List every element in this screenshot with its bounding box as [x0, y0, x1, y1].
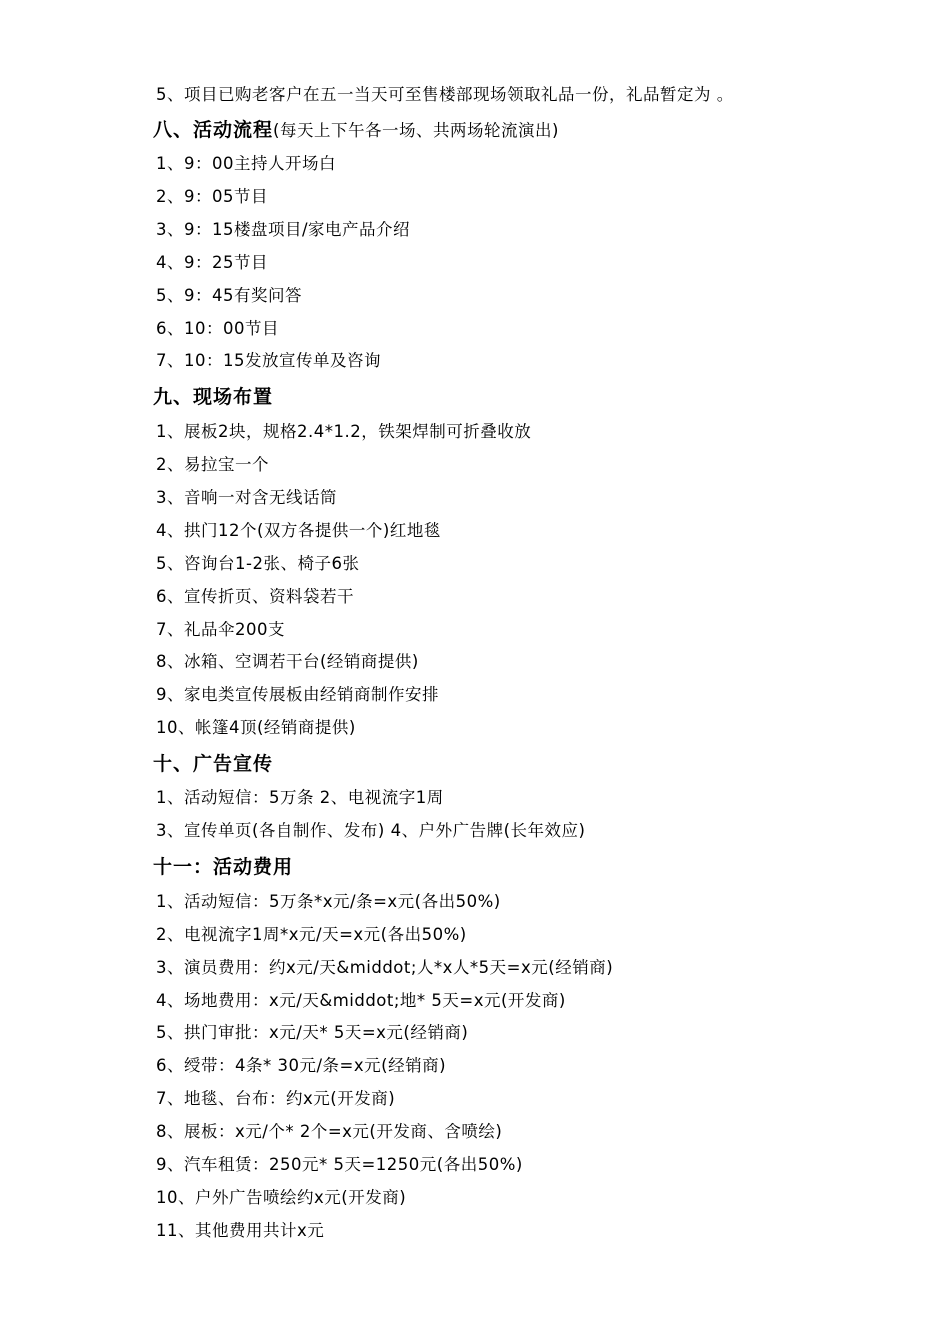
list-item: 10、帐篷4顶(经销商提供) — [156, 718, 356, 737]
section-title: 八、活动流程 — [153, 119, 274, 141]
list-item: 9、家电类宣传展板由经销商制作安排 — [156, 685, 439, 704]
list-item: 2、易拉宝一个 — [156, 455, 269, 474]
list-item: 7、地毯、台布：约x元(开发商) — [156, 1089, 396, 1108]
list-item: 4、拱门12个(双方各提供一个)红地毯 — [156, 521, 441, 540]
list-item: 1、展板2块，规格2.4*1.2，铁架焊制可折叠收放 — [156, 422, 532, 441]
list-item: 6、绶带：4条* 30元/条=x元(经销商) — [156, 1056, 447, 1075]
section-subtitle: (每天上下午各一场、共两场轮流演出) — [273, 121, 559, 140]
intro-line: 5、项目已购老客户在五一当天可至售楼部现场领取礼品一份，礼品暂定为 。 — [156, 85, 734, 104]
list-item: 3、音响一对含无线话筒 — [156, 488, 337, 507]
list-item: 6、宣传折页、资料袋若干 — [156, 587, 354, 606]
list-item: 1、活动短信：5万条 2、电视流字1周 — [156, 788, 444, 807]
section-heading-ads: 十、广告宣传 — [153, 753, 274, 775]
list-item: 1、活动短信：5万条*x元/条=x元(各出50%) — [156, 892, 501, 911]
list-item: 8、展板：x元/个* 2个=x元(开发商、含喷绘) — [156, 1122, 503, 1141]
section-heading-layout: 九、现场布置 — [153, 386, 274, 408]
list-item: 6、10：00节目 — [156, 319, 279, 338]
list-item: 11、其他费用共计x元 — [156, 1221, 325, 1240]
list-item: 7、礼品伞200支 — [156, 620, 285, 639]
list-item: 10、户外广告喷绘约x元(开发商) — [156, 1188, 407, 1207]
list-item: 4、场地费用：x元/天&middot;地* 5天=x元(开发商) — [156, 991, 566, 1010]
list-item: 4、9：25节目 — [156, 253, 268, 272]
section-heading-flow — [153, 118, 559, 143]
list-item: 2、9：05节目 — [156, 187, 268, 206]
list-item: 1、9：00主持人开场白 — [156, 154, 336, 173]
list-item: 5、9：45有奖问答 — [156, 286, 302, 305]
list-item: 8、冰箱、空调若干台(经销商提供) — [156, 652, 419, 671]
list-item: 9、汽车租赁：250元* 5天=1250元(各出50%) — [156, 1155, 523, 1174]
list-item: 3、演员费用：约x元/天&middot;人*x人*5天=x元(经销商) — [156, 958, 614, 977]
section-heading-costs: 十一：活动费用 — [153, 856, 294, 878]
list-item: 5、咨询台1-2张、椅子6张 — [156, 554, 360, 573]
list-item: 3、宣传单页(各自制作、发布) 4、户外广告牌(长年效应) — [156, 821, 586, 840]
list-item: 7、10：15发放宣传单及咨询 — [156, 351, 381, 370]
list-item: 2、电视流字1周*x元/天=x元(各出50%) — [156, 925, 467, 944]
list-item: 3、9：15楼盘项目/家电产品介绍 — [156, 220, 411, 239]
list-item: 5、拱门审批：x元/天* 5天=x元(经销商) — [156, 1023, 469, 1042]
